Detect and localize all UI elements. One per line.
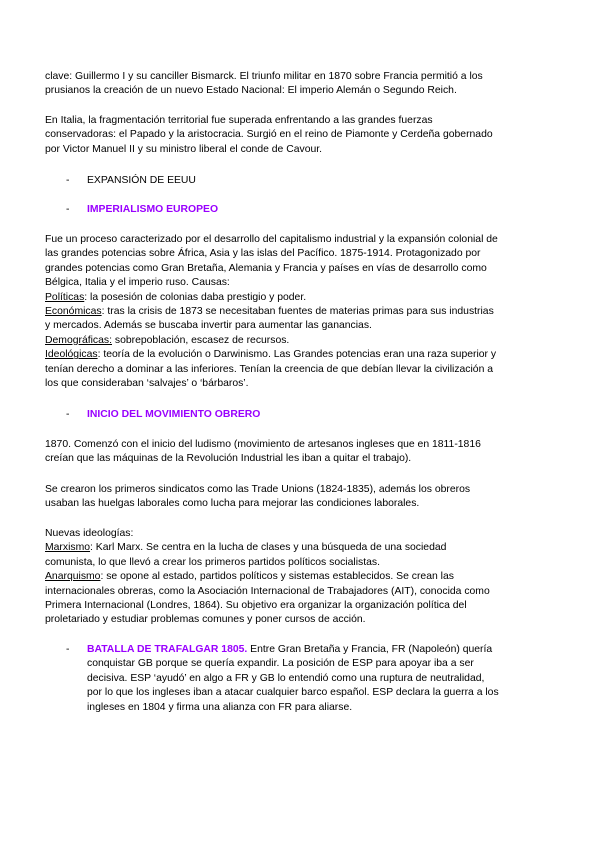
label-demograficas: Demográficas: [45, 334, 112, 346]
label-marxismo: Marxismo [45, 542, 91, 554]
bullet-dash: - [66, 175, 70, 186]
text-line: conquistar GB porque se quería expandir. La posición de ESP para apoyar iba a ser [87, 658, 474, 670]
ideologia-marxismo [45, 541, 557, 555]
text-line: por lo que los ingleses iban a atacar cualquier barco español. ESP declara la guerra a los [87, 687, 499, 699]
label-politicas: Políticas [45, 291, 85, 303]
text-line: ingleses en 1804 y firma una alianza con FR para aliarse. [87, 701, 353, 713]
cause-ideologicas [45, 348, 557, 362]
text-line: En Italia, la fragmentación territorial fue superada enfrentando a las grandes fuerzas [45, 115, 433, 126]
text-line: tenían derecho a dominar a las inferiores. Tenían la creencia de que debían llevar la civilización a [45, 363, 494, 375]
bullet-dash: - [66, 409, 70, 420]
text-line: internacionales obreras, como la Asociación Internacional de Trabajadores (AIT), conocida como [45, 585, 490, 597]
bullet-dash: - [66, 204, 70, 215]
text-line: por Victor Manuel II y su ministro liberal el conde de Cavour. [45, 143, 323, 155]
text-economicas: : tras la crisis de 1873 se necesitaban fuentes de materias primas para sus industrias [101, 306, 494, 318]
text-line: 1870. Comenzó con el inicio del ludismo (movimiento de artesanos ingleses que en 1811-1816 [45, 439, 481, 450]
text-marxismo: : Karl Marx. Se centra en la lucha de clases y una búsqueda de una sociedad [90, 542, 447, 554]
text-line: prusianos la creación de un nuevo Estado Nacional: El imperio Alemán o Segundo Reich. [45, 85, 457, 97]
text-line: Entre Gran Bretaña y Francia, FR (Napoleón) quería [247, 644, 493, 655]
paragraph-imperialismo [45, 233, 557, 391]
paragraph-germany [45, 70, 557, 99]
trafalgar-first-line [87, 643, 557, 657]
text-line: los que consideraban ‘salvajes’ o ‘bárbaros’. [45, 378, 249, 390]
paragraph-trafalgar [87, 643, 557, 715]
ideologia-anarquismo [45, 570, 557, 584]
text-line: creían que las máquinas de la Revolución Industrial les iban a quitar el trabajo). [45, 453, 412, 465]
cause-politicas [45, 291, 557, 305]
text-line: Primera Internacional (Londres, 1864). Su objetivo era organizar la organización política del [45, 600, 467, 612]
text-line: las grandes potencias sobre África, Asia y las islas del Pacífico. 1875-1914. Protagonizado por [45, 248, 481, 260]
text-line: proletariado y estudiar problemas comunes y poner cursos de acción. [45, 614, 366, 626]
label-anarquismo: Anarquismo [45, 571, 101, 583]
paragraph-sindicatos [45, 483, 557, 512]
text-politicas: : la posesión de colonias daba prestigio y poder. [84, 291, 307, 303]
heading-trafalgar: BATALLA DE TRAFALGAR 1805. [87, 644, 248, 655]
text-ideologicas: : teoría de la evolución o Darwinismo. Las Grandes potencias eran una raza superior y [97, 349, 497, 361]
text-line: clave: Guillermo I y su canciller Bismarck. El triunfo militar en 1870 sobre Francia permitió a los [45, 71, 483, 82]
label-ideologicas: Ideológicas [45, 349, 98, 361]
text-line: Fue un proceso caracterizado por el desarrollo del capitalismo industrial y la expansión colonial de [45, 234, 498, 245]
paragraph-italy [45, 114, 557, 157]
text-line: conservadoras: el Papado y la aristocracia. Surgió en el reino de Piamonte y Cerdeña gobernado [45, 129, 493, 141]
text-line: Bélgica, Italia y el imperio ruso. Causas: [45, 277, 230, 289]
heading-movimiento-obrero: INICIO DEL MOVIMIENTO OBRERO [87, 409, 261, 420]
ideologias-title: Nuevas ideologías: [45, 528, 134, 539]
text-line: comunista, lo que llevó a crear los primeros partidos políticos socialistas. [45, 556, 380, 568]
text-anarquismo: : se opone al estado, partidos políticos y sistemas establecidos. Se crean las [100, 571, 454, 583]
heading-imperialismo: IMPERIALISMO EUROPEO [87, 204, 219, 215]
text-line: Se crearon los primeros sindicatos como las Trade Unions (1824-1835), además los obreros [45, 484, 471, 495]
paragraph-ludismo [45, 438, 557, 467]
label-economicas: Económicas [45, 306, 102, 318]
paragraph-ideologias [45, 527, 557, 628]
text-line: decisiva. ESP ‘ayudó’ en algo a FR y GB lo entendió como una ruptura de neutralidad, [87, 672, 485, 684]
cause-demograficas [45, 334, 557, 348]
text-demograficas: sobrepoblación, escasez de recursos. [112, 334, 290, 346]
text-line: grandes potencias como Gran Bretaña, Alemania y Francia y países en vías de desarrollo como [45, 262, 487, 274]
bullet-dash: - [66, 644, 70, 655]
section-expansion-eeuu: EXPANSIÓN DE EEUU [87, 175, 196, 186]
cause-economicas [45, 305, 557, 319]
text-line: y mercados. Además se buscaba invertir para aumentar las ganancias. [45, 320, 372, 332]
text-line: usaban las huelgas laborales como lucha para mejorar las condiciones laborales. [45, 498, 420, 510]
